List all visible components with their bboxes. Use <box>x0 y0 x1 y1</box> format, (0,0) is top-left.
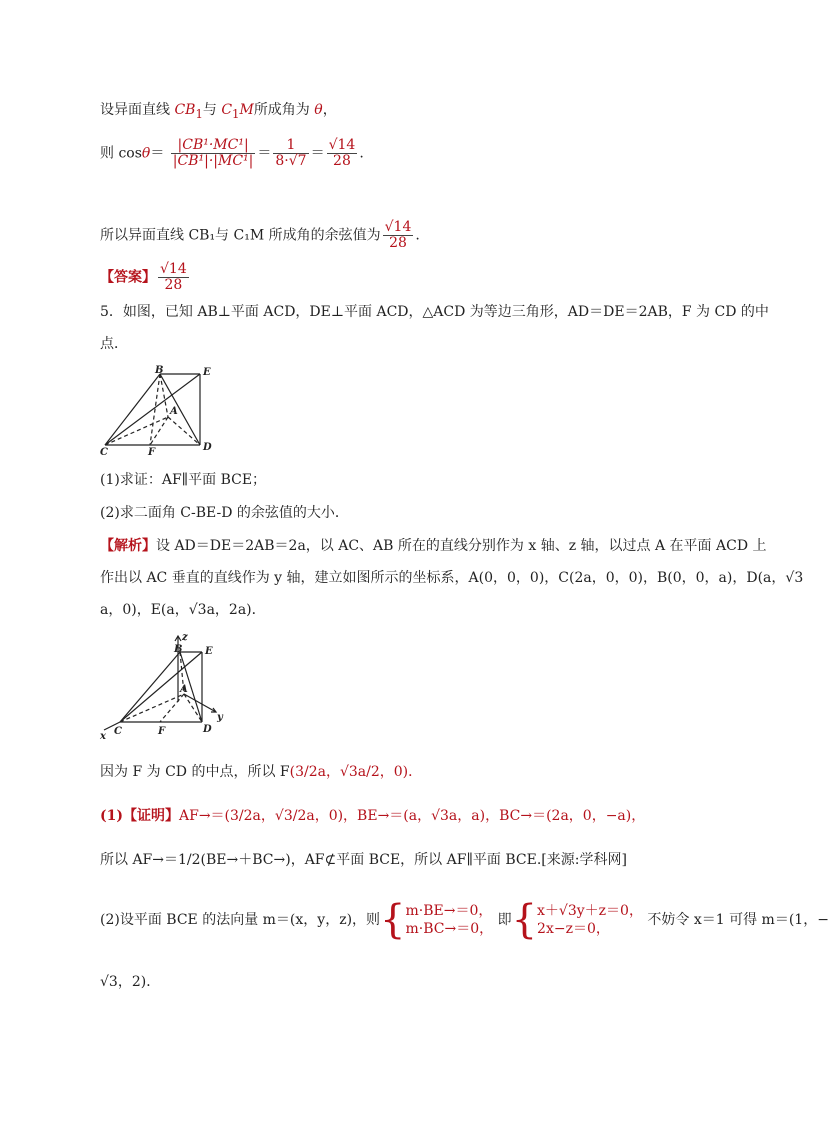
system-normal-vector: m·BE→＝0， m·BC→＝0， <box>405 903 494 937</box>
label-B: B <box>155 365 164 376</box>
figure-prism <box>100 362 215 457</box>
text-line-angle-def: 设异面直线 $CB_1$与 $C_1M$所成角为 θ， <box>100 102 337 121</box>
question-5-line1: 5．如图，已知 AB⊥平面 ACD，DE⊥平面 ACD，△ACD 为等边三角形，AD＝DE＝2AB，F 为 CD 的中 <box>100 304 769 320</box>
fraction-one-over-sqrt: $\frac{1}{8\cdot√7}$ <box>275 137 307 169</box>
question-5-part1: (1)求证：AF∥平面 BCE； <box>100 472 267 488</box>
question-5-part2: (2)求二面角 C-BE-D 的余弦值的大小． <box>100 505 349 521</box>
proof-1-line2: 所以 AF→＝1/2(BE→＋BC→)，AF⊄平面 BCE，所以 AF∥平面 BCE.[来源:学科网] <box>100 852 627 868</box>
text-line-cos-formula: 则 cosθ＝ $\frac{\text{|CB¹·MC¹|}}{\text{|CB¹|·|MC¹|}}$ ＝ $\frac{1}{8\cdot√7}$ ＝ $\frac{√14}{28}$ . <box>100 137 364 169</box>
fraction-result: $\frac{√14}{28}$ <box>384 219 412 251</box>
fraction-sqrt14-28: $\frac{√14}{28}$ <box>328 137 356 169</box>
answer-line: 【答案】 $\frac{√14}{28}$ <box>100 261 187 293</box>
axis-label-x: x <box>100 731 106 742</box>
proof-2-line1: (2)设平面 BCE 的法向量 m＝(x，y，z)，则{m·BE→＝0， m·BC→＝0， 即{x＋√3y＋z＝0， 2x−z＝0， 不妨令 x＝1 可得 m＝(1，− <box>100 897 829 943</box>
text-line-conclusion: 所以异面直线 CB₁与 C₁M 所成角的余弦值为 $\frac{√14}{28}$ . <box>100 219 420 251</box>
axis-label-y: y <box>217 712 223 723</box>
question-5-line2: 点． <box>100 336 128 352</box>
proof-1-line1: (1)【证明】AF→＝(3/2a，√3/2a，0)，BE→＝(a，√3a，a)，BC→＝(2a，0，−a)， <box>100 808 646 824</box>
label-E: E <box>203 367 211 378</box>
label-A: A <box>170 406 178 417</box>
label-D: D <box>203 442 212 453</box>
analysis-line3: a，0)，E(a，√3a，2a)． <box>100 602 266 618</box>
label-D-2: D <box>203 724 212 735</box>
fraction-answer: $\frac{√14}{28}$ <box>160 261 187 293</box>
text-line-f-midpoint: 因为 F 为 CD 的中点，所以 F(3/2a，√3a/2，0)． <box>100 764 423 780</box>
system-equations: x＋√3y＋z＝0， 2x−z＝0， <box>537 903 643 937</box>
analysis-line1: 【解析】设 AD＝DE＝2AB＝2a，以 AC、AB 所在的直线分别作为 x 轴、z 轴，以过点 A 在平面 ACD 上 <box>100 538 767 554</box>
label-C: C <box>100 447 108 458</box>
label-F-2: F <box>158 726 166 737</box>
proof-2-line2: √3，2)． <box>100 974 161 990</box>
label-F: F <box>148 447 156 458</box>
label-B-2: B <box>174 644 183 655</box>
analysis-line2: 作出以 AC 垂直的直线作为 y 轴，建立如图所示的坐标系，A(0，0，0)，C(2a，0，0)，B(0，0，a)，D(a，√3 <box>100 570 804 586</box>
figure-prism-axes <box>100 632 230 742</box>
label-E-2: E <box>205 646 213 657</box>
label-C-2: C <box>114 726 122 737</box>
fraction-cos-vectors: $\frac{\text{|CB¹·MC¹|}}{\text{|CB¹|·|MC¹|}}$ <box>172 137 254 169</box>
label-A-2: A <box>180 684 188 695</box>
axis-label-z: z <box>182 632 188 643</box>
